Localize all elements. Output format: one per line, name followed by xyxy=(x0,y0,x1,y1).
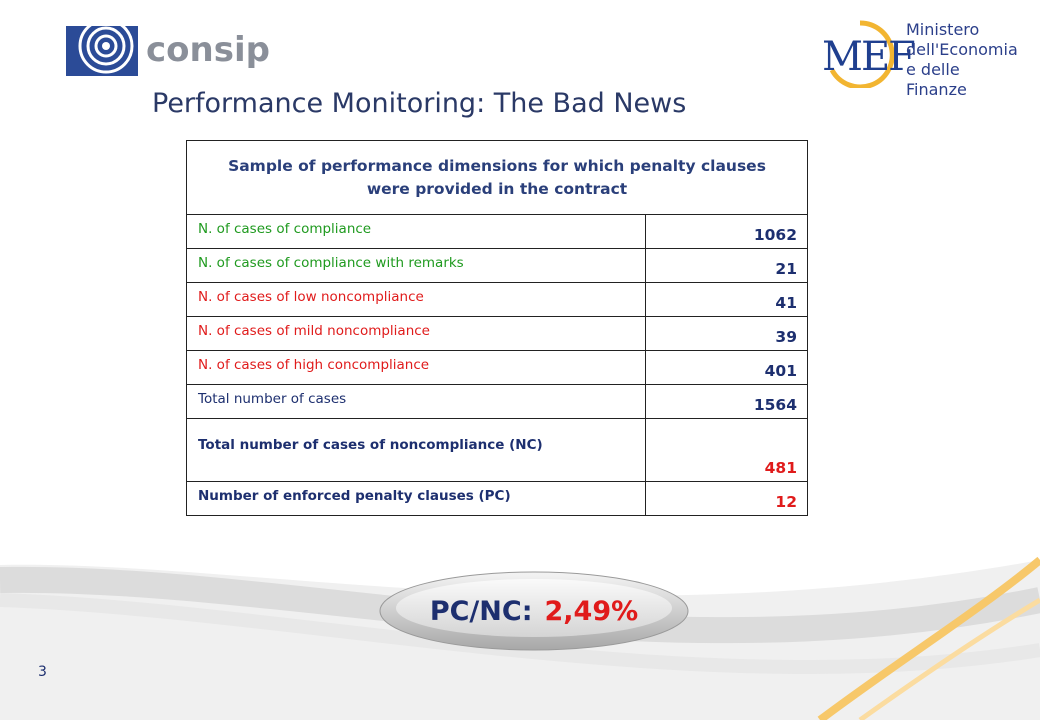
penalty-table xyxy=(186,140,808,516)
table-row xyxy=(187,215,808,249)
row-value: 1062 xyxy=(646,215,808,249)
row-label: N. of cases of mild noncompliance xyxy=(187,317,646,351)
row-value: 39 xyxy=(646,317,808,351)
page-number: 3 xyxy=(38,664,47,680)
row-label: Number of enforced penalty clauses (PC) xyxy=(187,482,646,516)
row-label: Total number of cases of noncompliance (NC) xyxy=(187,419,646,482)
table-row xyxy=(187,249,808,283)
row-value: 12 xyxy=(646,482,808,516)
table-row xyxy=(187,283,808,317)
row-value: 401 xyxy=(646,351,808,385)
consip-emblem-icon xyxy=(66,26,138,76)
consip-wordmark: consip xyxy=(146,30,270,70)
table-row xyxy=(187,385,808,419)
mef-line-1: Ministero xyxy=(906,20,980,39)
consip-logo xyxy=(66,24,270,80)
row-value: 41 xyxy=(646,283,808,317)
row-label: N. of cases of low noncompliance xyxy=(187,283,646,317)
mef-line-2: dell'Economia xyxy=(906,40,1018,59)
page-title: Performance Monitoring: The Bad News xyxy=(152,88,687,119)
table-row xyxy=(187,351,808,385)
row-value: 481 xyxy=(646,419,808,482)
mef-line-3: e delle Finanze xyxy=(906,60,967,99)
table-row xyxy=(187,482,808,516)
mef-mark: MEF xyxy=(822,34,914,80)
table-header: Sample of performance dimensions for which penalty clauses were provided in the contract xyxy=(187,141,808,215)
table-row xyxy=(187,419,808,482)
row-label: N. of cases of compliance xyxy=(187,215,646,249)
ratio-label: PC/NC: xyxy=(429,595,533,627)
row-value: 21 xyxy=(646,249,808,283)
ratio-value: 2,49% xyxy=(544,595,639,627)
row-value: 1564 xyxy=(646,385,808,419)
row-label: N. of cases of compliance with remarks xyxy=(187,249,646,283)
row-label: Total number of cases xyxy=(187,385,646,419)
mef-ministry-name xyxy=(906,20,1020,100)
table-row xyxy=(187,317,808,351)
row-label: N. of cases of high concompliance xyxy=(187,351,646,385)
pc-nc-ratio-badge xyxy=(378,570,690,652)
mef-logo xyxy=(820,18,1020,99)
ratio-text xyxy=(378,570,690,652)
